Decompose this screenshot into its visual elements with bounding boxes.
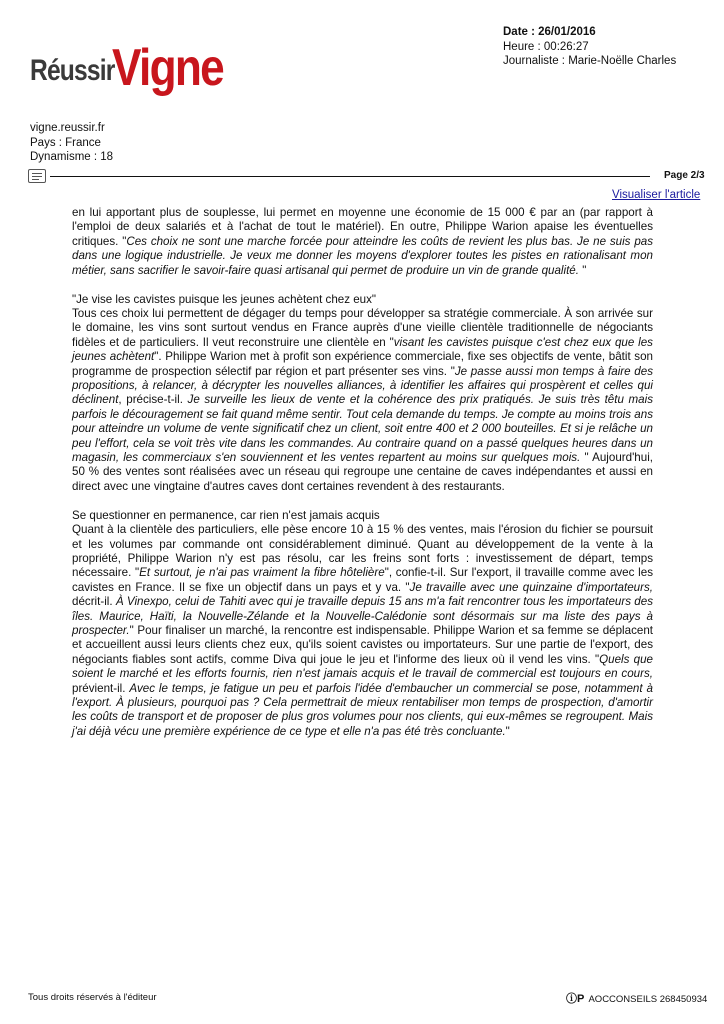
quote-text: Je travaille avec une quinzaine d'importateurs, bbox=[409, 580, 653, 594]
body-text: Se questionner en permanence, car rien n'est jamais acquis bbox=[72, 508, 380, 522]
journalist-label: Journaliste : Marie-Noëlle Charles bbox=[503, 55, 677, 67]
body-text: en lui apportant plus de souplesse, lui permet en moyenne une économie de 15 000 € par an (par rapport à l'emploi de deux salariés et à l'achat de tout le matériel). En outre, Philippe Warion apaise les éventuelles critiques. " bbox=[72, 206, 653, 248]
header-divider bbox=[50, 176, 650, 177]
body-text: " Pour finaliser un marché, la rencontre est indispensable. Philippe Warion et sa femme se déplacent et accueillent aussi leurs clients chez eux, qu'ils soient cavistes ou importateurs. Sur une partie de l'export, des négociants fiables sont actifs, comme Diva qui joue le jeu et l'informe des lieux où il vend les vins. " bbox=[72, 623, 653, 666]
article-metadata bbox=[503, 25, 676, 69]
page-number: Page 2/3 bbox=[664, 170, 705, 181]
license-info bbox=[566, 990, 707, 1006]
reussir-vigne-logo bbox=[30, 38, 230, 98]
license-icon: ⓘP bbox=[566, 993, 585, 1005]
quote-text: Quels que soient le marché et les efforts fournis, rien n'est jamais acquis et le travail de commercial est toujours en cours, bbox=[72, 652, 653, 681]
view-article-link[interactable]: Visualiser l'article bbox=[612, 189, 701, 201]
body-text: ", confie-t-il. Sur l'export, il travaille comme avec les cavistes en France. Il se fixe un objectif dans un pays et y va. " bbox=[72, 566, 653, 594]
article-paragraph bbox=[72, 293, 653, 495]
quote-text: visant les cavistes puisque c'est chez eux que les jeunes achètent bbox=[72, 335, 653, 364]
logo-text-vigne: Vigne bbox=[112, 39, 224, 97]
date-label: Date : 26/01/2016 bbox=[503, 26, 596, 38]
body-text: Tous ces choix lui permettent de dégager du temps pour développer sa stratégie commerciale. À son arrivée sur le domaine, les vins sont surtout vendus en France auprès d'une vieille clientèle traditionnelle de négociants fidèles et de particuliers. Il veut reconstruire une clientèle en " bbox=[72, 306, 653, 349]
time-label: Heure : 00:26:27 bbox=[503, 40, 589, 53]
source-country: Pays : France bbox=[30, 136, 101, 149]
body-text: décrit-il. bbox=[72, 595, 116, 609]
body-text: , précise-t-il. bbox=[118, 393, 188, 407]
body-text: ". Philippe Warion met à profit son expérience commerciale, fixe ses objectifs de vente, bâtit son programme de prospection sélectif par région et part présenter ses vins. " bbox=[72, 350, 653, 378]
quote-text: Et surtout, je n'ai pas vraiment la fibre hôtelière bbox=[139, 566, 385, 580]
quote-text: Avec le temps, je fatigue un peu et parfois l'idée d'embaucher un commercial se pose, notamment à l'export. À plusieurs, pourquoi pas ? Cela permettrait de mieux rentabiliser mon temps de prospection, d'amortir les coûts de transport et de proposer de plus gros volumes pour nos clients, qui eux-mêmes se regroupent. Mais j'ai déjà vécu une première expérience de ce type et elle n'a pas été très concluante. bbox=[72, 681, 653, 738]
rights-notice: Tous droits réservés à l'éditeur bbox=[28, 992, 157, 1003]
article-paragraph bbox=[72, 206, 653, 278]
source-site: vigne.reussir.fr bbox=[30, 122, 105, 134]
article-body bbox=[72, 206, 653, 754]
body-text: "Je vise les cavistes puisque les jeunes achètent chez eux" bbox=[72, 292, 377, 306]
quote-text: Je passe aussi mon temps à faire des propositions, à relancer, à décrypter les nouvelles alliances, à identifier les affaires qui prospèrent et celles qui déclinent bbox=[72, 364, 653, 407]
body-text: " bbox=[578, 263, 587, 277]
article-paragraph bbox=[72, 509, 653, 740]
body-text: Quant à la clientèle des particuliers, elle pèse encore 10 à 15 % des ventes, mais l'érosion du fichier se poursuit et les volumes par commande ont considérablement diminué. Quant au développement de la vente à la propriété, Philippe Warion n'y est pas résolu, car les freins sont forts : investissement de départ, temps nécessaire. " bbox=[72, 523, 653, 580]
license-code: AOCCONSEILS 268450934 bbox=[588, 994, 708, 1005]
source-dynamism: Dynamisme : 18 bbox=[30, 151, 114, 163]
body-text: prévient-il. bbox=[72, 681, 130, 695]
quote-text: Ces choix ne sont une marche forcée pour atteindre les coûts de revient les plus bas. Je ne suis pas dans une logique industrielle. Je veux me donner les moyens d'explorer toutes les pistes en rationalisant mon métier, sans sacrifier le savoir-faire quasi artisanal qui permet de produire un vin de grande qualité. bbox=[72, 234, 654, 277]
body-text: " Aujourd'hui, 50 % des ventes sont réalisées avec un réseau qui regroupe une centaine de caves indépendantes et aussi en direct avec une vingtaine d'autres caves dont certaines revendent à des restaurants. bbox=[72, 451, 653, 493]
quote-text: Je surveille les lieux de vente et la cohérence des prix pratiqués. Je suis très têtu mais parfois le découragement se fait quand même sentir. Tout cela demande du temps. Je compte au moins trois ans pour atteindre un volume de vente significatif chez un client, soit entre 400 et 2 000 bouteilles. Et si je relâche un peu l'effort, cela se voit très vite dans les commandes. Au contraire quand on a passé quelques heures dans un magasin, les commerciaux s'en souviennent et les ventes repartent au moins sur quelques mois. bbox=[72, 393, 654, 464]
logo-text-reussir: Réussir bbox=[30, 54, 115, 87]
source-info bbox=[30, 121, 113, 165]
document-icon bbox=[28, 169, 46, 183]
body-text: " bbox=[505, 724, 510, 738]
quote-text: À Vinexpo, celui de Tahiti avec qui je travaille depuis 15 ans m'a fait rencontrer tous les importateurs des îles. Maurice, Haïti, la Nouvelle-Zélande et la Nouvelle-Calédonie sont désormais sur ma liste des pays à prospecter. bbox=[72, 595, 653, 637]
